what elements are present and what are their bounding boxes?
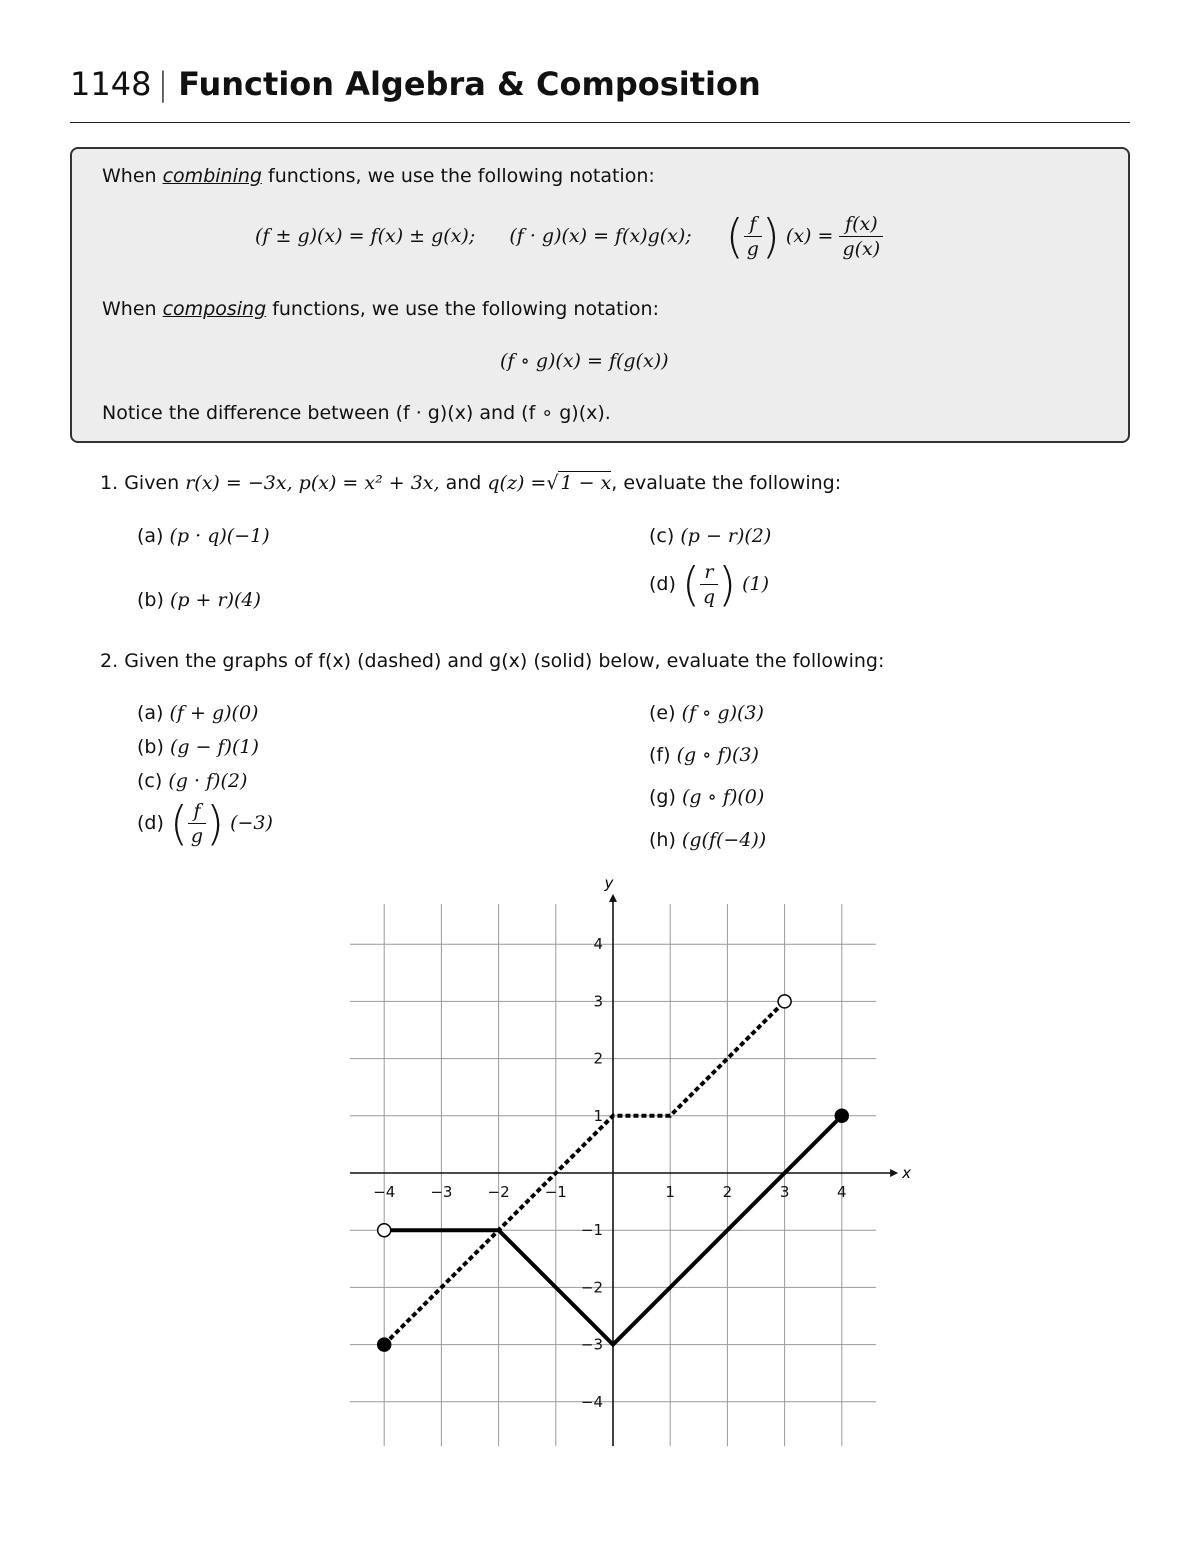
combining-prefix: When xyxy=(102,165,157,187)
problem-1-statement xyxy=(100,472,841,494)
composing-intro xyxy=(102,298,659,320)
part-label: (c) xyxy=(649,525,675,547)
problem-2g xyxy=(649,786,764,808)
formula-quotient-result: $\frac{f(x)}{g(x)}$ xyxy=(839,212,883,261)
x-axis-arrow xyxy=(890,1169,898,1177)
page-number: 1148 xyxy=(70,65,152,103)
problem-2c xyxy=(137,770,247,792)
problem-1c xyxy=(649,525,771,547)
closed-endpoint xyxy=(378,1338,391,1351)
part-fraction: $\frac{r}{q}$ xyxy=(700,560,718,609)
problem-2-text: Given the graphs of f(x) (dashed) and g(x) (solid) below, evaluate the following: xyxy=(124,650,885,672)
tick-labels xyxy=(373,935,846,1411)
problem-2-statement xyxy=(100,650,884,672)
part-label: (f) xyxy=(649,744,671,766)
axes xyxy=(350,874,911,1446)
composing-suffix: functions, we use the following notation: xyxy=(272,298,659,320)
series xyxy=(384,1001,842,1344)
composing-word: composing xyxy=(162,298,267,320)
part-argument: (1) xyxy=(742,573,769,595)
combining-formulas: (f ± g)(x) = f(x) ± g(x); (f · g)(x) = f(x)g(x); ( $\frac{f}{g}$ ) (x) = $\frac{f(x)}{g(x)}$ xyxy=(255,212,883,261)
formula-quotient-rhs: (x) = xyxy=(785,225,834,247)
problem-1d: (d) ( $\frac{r}{q}$ ) (1) xyxy=(649,557,769,612)
y-tick-label: −2 xyxy=(580,1278,603,1297)
x-tick-label: 3 xyxy=(779,1183,790,1201)
grid xyxy=(350,904,876,1446)
problem-2e xyxy=(649,702,764,724)
y-tick-label: 4 xyxy=(593,935,603,954)
combining-suffix: functions, we use the following notation: xyxy=(268,165,655,187)
problem-2b xyxy=(137,736,259,758)
composing-prefix: When xyxy=(102,298,157,320)
part-expression: (g ∘ f)(0) xyxy=(681,786,765,808)
problem-1-instruction: , evaluate the following: xyxy=(611,472,842,494)
page-title: Function Algebra & Composition xyxy=(178,65,761,103)
q-definition-lhs: q(z) = xyxy=(487,472,547,494)
open-endpoint xyxy=(778,995,791,1008)
part-label: (d) xyxy=(649,573,676,595)
closed-endpoint xyxy=(835,1109,848,1122)
y-axis-label: y xyxy=(604,873,614,892)
r-definition: r(x) = −3x, xyxy=(185,472,293,494)
formula-sum: (f ± g)(x) = f(x) ± g(x); xyxy=(255,225,476,247)
p-definition: p(x) = x² + 3x, xyxy=(298,472,440,494)
sqrt-sign: √ xyxy=(546,472,559,494)
problem-1-given: Given xyxy=(124,472,180,494)
problem-2h xyxy=(649,829,766,851)
page-header xyxy=(70,62,1130,106)
part-expression: (g · f)(2) xyxy=(168,770,248,792)
part-expression: (p · q)(−1) xyxy=(169,525,270,547)
notice-text: Notice the difference between (f · g)(x) and (f ∘ g)(x). xyxy=(102,402,611,424)
combining-intro xyxy=(102,165,655,187)
x-tick-label: −2 xyxy=(487,1183,510,1201)
y-axis-arrow xyxy=(609,894,617,902)
x-axis-label: x xyxy=(902,1164,912,1182)
q-radicand: 1 − x xyxy=(560,472,612,494)
x-tick-label: 1 xyxy=(665,1183,675,1201)
x-tick-label: −1 xyxy=(544,1183,567,1201)
part-label: (e) xyxy=(649,702,676,724)
problem-1a xyxy=(137,525,270,547)
part-label: (a) xyxy=(137,702,164,724)
y-tick-label: 1 xyxy=(593,1106,603,1125)
formula-quotient-fraction: $\frac{f}{g}$ xyxy=(744,212,762,261)
part-label: (d) xyxy=(137,812,164,834)
problem-2-number: 2. xyxy=(100,650,119,672)
x-tick-label: −3 xyxy=(430,1183,453,1201)
y-tick-label: −4 xyxy=(580,1392,603,1411)
part-label: (h) xyxy=(649,829,676,851)
part-label: (g) xyxy=(649,786,676,808)
part-argument: (−3) xyxy=(230,812,273,834)
x-tick-label: 4 xyxy=(837,1183,847,1201)
part-expression: (g(f(−4)) xyxy=(681,829,767,851)
problem-2f xyxy=(649,744,759,766)
x-tick-label: −4 xyxy=(373,1183,396,1201)
g-curve-solid xyxy=(384,1116,842,1345)
open-endpoint xyxy=(378,1224,391,1237)
part-expression: (p + r)(4) xyxy=(169,589,261,611)
part-label: (a) xyxy=(137,525,164,547)
part-expression: (f + g)(0) xyxy=(169,702,259,724)
header-separator: | xyxy=(157,65,169,103)
problem-2a xyxy=(137,702,258,724)
f-curve-dashed xyxy=(384,1001,784,1344)
part-expression: (g ∘ f)(3) xyxy=(676,744,759,766)
formula-product: (f · g)(x) = f(x)g(x); xyxy=(509,225,692,247)
problem-2d: (d) ( $\frac{f}{g}$ ) (−3) xyxy=(137,796,273,851)
combining-word: combining xyxy=(162,165,262,187)
part-fraction: $\frac{f}{g}$ xyxy=(188,799,206,848)
problem-1-number: 1. xyxy=(100,472,119,494)
y-tick-label: 3 xyxy=(593,992,603,1011)
x-tick-label: 2 xyxy=(722,1183,733,1201)
notation-box xyxy=(70,147,1130,443)
part-expression: (p − r)(2) xyxy=(680,525,772,547)
endpoints xyxy=(378,995,849,1351)
part-expression: (f ∘ g)(3) xyxy=(681,702,764,724)
y-tick-label: −3 xyxy=(580,1335,603,1354)
problem-1b xyxy=(137,589,261,611)
y-tick-label: −1 xyxy=(580,1221,603,1240)
header-rule xyxy=(70,122,1130,123)
part-expression: (g − f)(1) xyxy=(169,736,259,758)
problem-1-and: and xyxy=(445,472,482,494)
y-tick-label: 2 xyxy=(593,1049,603,1068)
part-label: (c) xyxy=(137,770,163,792)
formula-composition: (f ∘ g)(x) = f(g(x)) xyxy=(500,350,669,372)
part-label: (b) xyxy=(137,736,164,758)
part-label: (b) xyxy=(137,589,164,611)
